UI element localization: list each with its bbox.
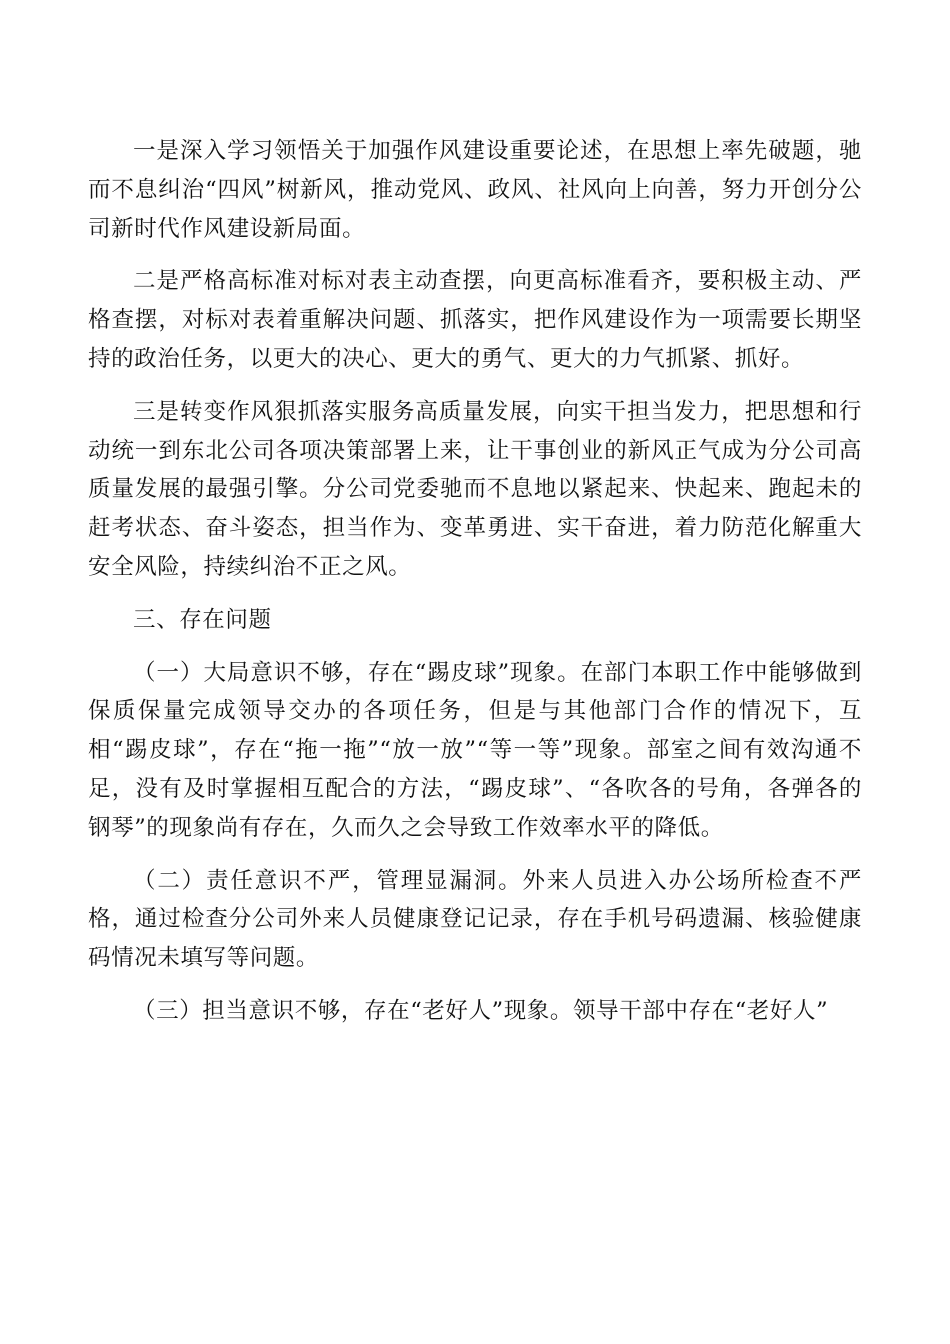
paragraph-transform: 三是转变作风狠抓落实服务高质量发展，向实干担当发力，把思想和行动统一到东北公司各项决策部署上来，让干事创业的新风正气成为分公司高质量发展的最强引擎。分公司党委驰而不息地以紧起来、快起来、跑起未的赶考状态、奋斗姿态，担当作为、变革勇进、实干奋进，着力防范化解重大安全风险，持续纠治不正之风。 bbox=[88, 398, 862, 580]
paragraph-problem-2: （二）责任意识不严，管理显漏洞。外来人员进入办公场所检查不严格，通过检查分公司外来人员健康登记记录，存在手机号码遗漏、核验健康码情况未填写等问题。 bbox=[88, 867, 862, 972]
paragraph-problem-1: （一）大局意识不够，存在“踢皮球”现象。在部门本职工作中能够做到保质保量完成领导交办的各项任务，但是与其他部门合作的情况下，互相“踢皮球”，存在“拖一拖”“放一放”“等一等”现象。部室之间有效沟通不足，没有及时掌握相互配合的方法，“踢皮球”、“各吹各的号角，各弹各的钢琴”的现象尚有存在，久而久之会导致工作效率水平的降低。 bbox=[88, 659, 862, 841]
paragraph-problem-3: （三）担当意识不够，存在“老好人”现象。领导干部中存在“老好人” bbox=[133, 997, 829, 1024]
paragraph-study: 一是深入学习领悟关于加强作风建设重要论述，在思想上率先破题，驰而不息纠治“四风”树新风，推动党风、政风、社风向上向善，努力开创分公司新时代作风建设新局面。 bbox=[88, 138, 862, 242]
paragraph-standards: 二是严格高标准对标对表主动查摆，向更高标准看齐，要积极主动、严格查摆，对标对表着重解决问题、抓落实，把作风建设作为一项需要长期坚持的政治任务，以更大的决心、更大的勇气、更大的力气抓紧、抓好。 bbox=[88, 268, 862, 372]
document-body bbox=[88, 132, 862, 1045]
section-heading-problems: 三、存在问题 bbox=[133, 606, 272, 633]
